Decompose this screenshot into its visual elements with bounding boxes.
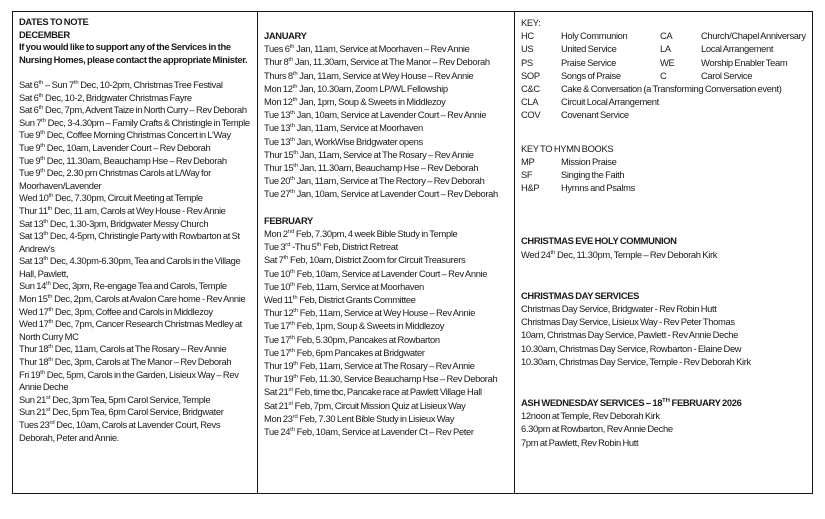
- key-code: COV: [521, 109, 541, 121]
- hymn-key-row: [521, 168, 807, 181]
- event-line: Wed 11th Feb, District Grants Committee: [264, 294, 416, 306]
- event-line: Mon 12th Jan, 10.30am, Zoom LP/WL Fellowship: [264, 82, 448, 94]
- event-line: Thur 8th Jan, 11.30am, Service at The Manor – Rev Deborah: [264, 56, 490, 68]
- event-line: Sat 7th Feb, 10am, District Zoom for Circuit Treasurers: [264, 254, 466, 266]
- service-line: Wed 24th Dec, 11.30pm, Temple – Rev Deborah Kirk: [521, 248, 718, 260]
- event-line: Wed 10th Dec, 7.30pm, Circuit Meeting at Temple: [19, 192, 203, 204]
- key-description: Cake & Conversation (a Transforming Conversation event): [561, 83, 782, 95]
- event-line: DECEMBER: [19, 28, 70, 40]
- column-december: [13, 12, 257, 493]
- event-line: Sun 21st Dec, 3pm Tea, 5pm Carol Service, Temple: [19, 393, 211, 405]
- event-line: Sat 13th Dec, 1.30-3pm, Bridgwater Messy Church: [19, 217, 209, 229]
- event-line: Fri 19th Dec, 5pm, Carols in the Garden, Lisieux Way – Rev Annie Deche: [19, 368, 239, 393]
- service-line: 6.30pm at Rowbarton, Rev Annie Deche: [521, 423, 673, 435]
- hymn-description: Hymns and Psalms: [561, 182, 635, 194]
- key-row: [521, 108, 807, 121]
- event-line: Sat 6th Dec, 7pm, Advent Taize in North Curry – Rev Deborah: [19, 104, 247, 116]
- event-line: Tue 20th Jan, 11am, Service at The Rectory – Rev Deborah: [264, 175, 485, 187]
- notice-section-lines: [521, 248, 807, 261]
- notice-section: [521, 396, 807, 449]
- notice-section-title: CHRISTMAS EVE HOLY COMMUNION: [521, 235, 677, 247]
- event-line: Thur 19th Feb, 11am, Service at The Rosary – Rev Annie: [264, 360, 475, 372]
- event-line: [264, 201, 509, 214]
- service-line: 10.30am, Christmas Day Service, Rowbarton - Elaine Dew: [521, 342, 742, 354]
- column-january-february: [257, 12, 514, 493]
- service-line: 12noon at Temple, Rev Deborah Kirk: [521, 410, 660, 422]
- event-line: Mon 12th Jan, 1pm, Soup & Sweets in Middlezoy: [264, 96, 446, 108]
- key-row: [521, 95, 807, 108]
- event-line: Sun 21st Dec, 5pm Tea, 6pm Carol Service, Bridgwater: [19, 406, 224, 418]
- key-code: WE: [660, 56, 675, 68]
- key-code: CA: [660, 30, 673, 42]
- hymn-description: Mission Praise: [561, 155, 617, 167]
- event-line: Thur 15th Jan, 11.30am, Beauchamp Hse – Rev Deborah: [264, 162, 479, 174]
- event-line: Tue 10th Feb, 11am, Service at Moorhaven: [264, 280, 424, 292]
- column-key-and-services: [514, 12, 812, 493]
- key-description: Circuit Local Arrangement: [561, 96, 659, 108]
- key-code: HC: [521, 30, 534, 42]
- hymn-books-key-block: [521, 142, 807, 195]
- event-line: Tue 3rd -Thu 5th Feb, District Retreat: [264, 241, 398, 253]
- notice-section: [521, 289, 807, 368]
- service-line: 10am, Christmas Day Service, Pawlett - Rev Annie Deche: [521, 329, 739, 341]
- key-description: Worship Enabler Team: [701, 56, 788, 68]
- key-row: [521, 56, 807, 69]
- event-line: Tue 27th Jan, 10am, Service at Lavender Court – Rev Deborah: [264, 188, 498, 200]
- event-line: Tues 6th Jan, 11am, Service at Moorhaven – Rev Annie: [264, 43, 470, 55]
- december-events-list: [13, 12, 257, 448]
- notice-section-title: CHRISTMAS DAY SERVICES: [521, 289, 640, 301]
- notice-section-lines: [521, 302, 807, 368]
- event-line: [19, 66, 252, 79]
- event-line: Thur 11th Dec, 11 am, Carols at Wey House - Rev Annie: [19, 204, 226, 216]
- event-line: Thur 18th Dec, 3pm, Carols at The Manor – Rev Deborah: [19, 356, 232, 368]
- service-notices: [521, 234, 807, 448]
- key-description: Praise Service: [561, 56, 616, 68]
- hymn-code: H&P: [521, 182, 540, 194]
- event-line: Tue 10th Feb, 10am, Service at Lavender Court – Rev Annie: [264, 267, 488, 279]
- event-line: Wed 17th Dec, 7pm, Cancer Research Christmas Medley at North Curry MC: [19, 318, 242, 342]
- event-line: Thur 12th Feb, 11am, Service at Wey House – Rev Annie: [264, 307, 475, 319]
- service-line: 10.30am, Christmas Day Service, Temple - Rev Deborah Kirk: [521, 355, 751, 367]
- event-line: Sat 6th – Sun 7th Dec, 10-2pm, Christmas Tree Festival: [19, 78, 223, 90]
- service-line: 7pm at Pawlett, Rev Robin Hutt: [521, 436, 639, 448]
- notice-section-title: ASH WEDNESDAY SERVICES – 18TH FEBRUARY 2026: [521, 397, 742, 409]
- dates-to-note-table: [12, 11, 813, 494]
- notice-section-lines: [521, 409, 807, 449]
- hymn-key-row: [521, 155, 807, 168]
- key-description: Covenant Service: [561, 109, 629, 121]
- event-line: Thur 15th Jan, 11am, Service at The Rosary – Rev Annie: [264, 148, 474, 160]
- event-line: Tue 9th Dec, 10am, Lavender Court – Rev Deborah: [19, 141, 211, 153]
- hymn-key-title: KEY TO HYMN BOOKS: [521, 142, 614, 154]
- event-line: Tue 17th Feb, 6pm Pancakes at Bridgwater: [264, 346, 425, 358]
- event-line: Thur 18th Dec, 11am, Carols at The Rosary – Rev Annie: [19, 343, 227, 355]
- event-line: Tue 24th Feb, 10am, Service at Lavender Ct – Rev Peter: [264, 426, 474, 438]
- event-line: Tues 23rd Dec, 10am, Carols at Lavender Court, Revs Deborah, Peter and Annie.: [19, 419, 221, 443]
- key-description: Local Arrangement: [701, 43, 774, 55]
- key-title: KEY:: [521, 17, 541, 28]
- event-line: Tue 13th Jan, 11am, Service at Moorhaven: [264, 122, 423, 134]
- event-line: Sun 14th Dec, 3pm, Re-engage Tea and Carols, Temple: [19, 280, 227, 292]
- event-line: Tue 9th Dec, 2.30 pm Christmas Carols at L/Way for Moorhaven/Lavender: [19, 167, 211, 191]
- service-line: Christmas Day Service, Bridgwater - Rev Robin Hutt: [521, 303, 717, 315]
- hymn-books-key-table: [521, 155, 807, 195]
- event-line: Tue 13th Jan, WorkWise Bridgwater opens: [264, 135, 423, 147]
- key-row: [521, 69, 807, 82]
- service-line: Christmas Day Service, Lisieux Way - Rev Peter Thomas: [521, 316, 735, 328]
- key-row: [521, 29, 807, 42]
- hymn-code: MP: [521, 155, 535, 167]
- event-line: DATES TO NOTE: [19, 16, 89, 27]
- event-line: Sat 13th Dec, 4-5pm, Christingle Party with Rowbarton at St Andrew’s: [19, 230, 240, 254]
- event-line: Wed 17th Dec, 3pm, Coffee and Carols in Middlezoy: [19, 305, 213, 317]
- key-description: Carol Service: [701, 69, 753, 81]
- key-code: SOP: [521, 69, 540, 81]
- event-line: Sun 7th Dec, 3-4.30pm – Family Crafts & Christingle in Temple: [19, 116, 250, 128]
- key-row: [521, 82, 807, 95]
- event-line: Tue 9th Dec, Coffee Morning Christmas Concert in L’Way: [19, 129, 231, 141]
- event-line: Thurs 8th Jan, 11am, Service at Wey House – Rev Annie: [264, 69, 474, 81]
- event-line: If you would like to support any of the Services in the Nursing Homes, please contact the appropriate Minister.: [19, 41, 248, 65]
- key-code: C: [660, 69, 667, 81]
- event-line: Mon 2nd Feb, 7.30pm, 4 week Bible Study in Temple: [264, 228, 458, 240]
- key-description: Church/Chapel Anniversary: [701, 30, 806, 42]
- event-line: Sat 6th Dec, 10-2, Bridgwater Christmas Fayre: [19, 91, 192, 103]
- key-code: C&C: [521, 83, 540, 95]
- event-line: FEBRUARY: [264, 214, 313, 226]
- hymn-description: Singing the Faith: [561, 169, 625, 181]
- january-february-events-list: [258, 12, 514, 442]
- event-line: Tue 17th Feb, 5.30pm, Pancakes at Rowbarton: [264, 333, 440, 345]
- abbreviation-key-table: [521, 29, 807, 121]
- key-code: LA: [660, 43, 671, 55]
- key-description: United Service: [561, 43, 617, 55]
- event-line: Tue 9th Dec, 11.30am, Beauchamp Hse – Rev Deborah: [19, 154, 227, 166]
- key-description: Songs of Praise: [561, 69, 621, 81]
- event-line: Sat 21st Feb, time tbc, Pancake race at Pawlett Village Hall: [264, 386, 482, 398]
- key-code: US: [521, 43, 534, 55]
- hymn-key-row: [521, 181, 807, 194]
- key-code: CLA: [521, 96, 539, 108]
- event-line: Tue 17th Feb, 1pm, Soup & Sweets in Middlezoy: [264, 320, 445, 332]
- event-line: Thur 19th Feb, 11.30, Service Beauchamp Hse – Rev Deborah: [264, 373, 498, 385]
- key-row: [521, 42, 807, 55]
- event-line: Tue 13th Jan, 10am, Service at Lavender Court – Rev Annie: [264, 109, 487, 121]
- event-line: Mon 23rd Feb, 7.30 Lent Bible Study in Lisieux Way: [264, 412, 455, 424]
- key-description: Holy Communion: [561, 30, 628, 42]
- event-line: JANUARY: [264, 30, 307, 41]
- notice-section: [521, 234, 807, 260]
- key-code: PS: [521, 56, 533, 68]
- event-line: Sat 21st Feb, 7pm, Circuit Mission Quiz at Lisieux Way: [264, 399, 466, 411]
- event-line: Sat 13th Dec, 4.30pm-6.30pm, Tea and Carols in the Village Hall, Pawlett,: [19, 255, 241, 279]
- event-line: Mon 15th Dec, 2pm, Carols at Avalon Care home - Rev Annie: [19, 293, 246, 305]
- hymn-code: SF: [521, 169, 533, 181]
